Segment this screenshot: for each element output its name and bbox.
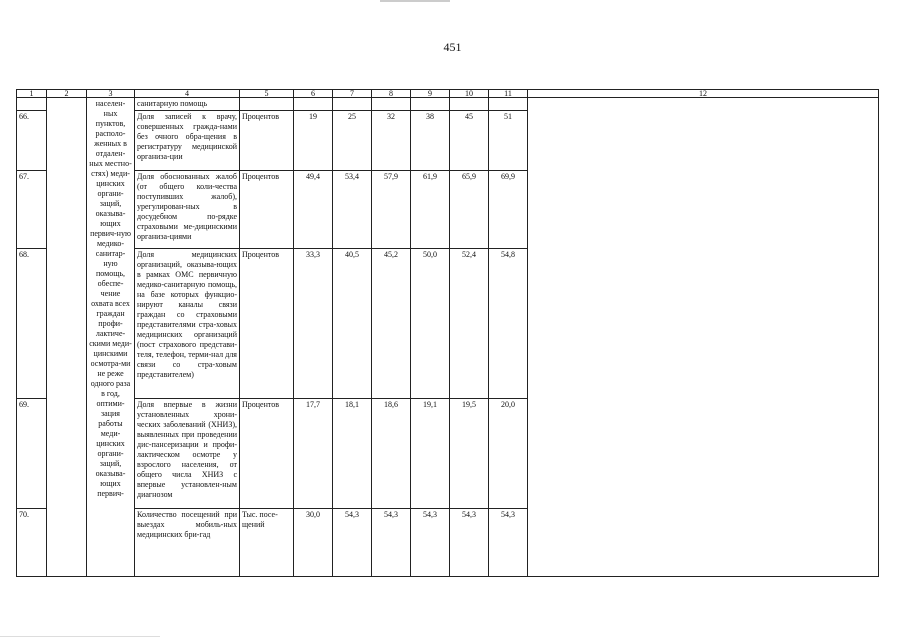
scan-artifact: [380, 0, 450, 2]
value-cell: 17,7: [294, 399, 333, 509]
header-cell: 12: [528, 90, 879, 98]
value-cell: 20,0: [489, 399, 528, 509]
unit: Процентов: [240, 399, 294, 509]
value-cell: 30,0: [294, 509, 333, 577]
column-12-empty: [528, 98, 879, 577]
value-cell: 45: [450, 111, 489, 171]
value-cell: 18,6: [372, 399, 411, 509]
row-number: 66.: [17, 111, 47, 171]
row-number: 70.: [17, 509, 47, 577]
value-cell: 19,5: [450, 399, 489, 509]
value-cell: 69,9: [489, 171, 528, 249]
value-cell: 19: [294, 111, 333, 171]
value-cell: 45,2: [372, 249, 411, 399]
indicator-name: Доля медицинских организаций, оказыва-ющих в рамках ОМС первичную медико-санитарную помощь, на базе которых функцио-нируют каналы связи граждан со страховыми представителями стра-ховых медицинских организаций (пост страхового представи-теля, телефон, терми-нал для связи со стра-ховым представителем): [135, 249, 240, 399]
indicator-name: Доля обоснованных жалоб (от общего коли-чества поступивших жалоб), урегулирован-ных в досудебном по-рядке страховыми ме-дицинскими организа-циями: [135, 171, 240, 249]
value-cell: 54,3: [333, 509, 372, 577]
header-cell: 8: [372, 90, 411, 98]
value-cell: 50,0: [411, 249, 450, 399]
indicator-name: Количество посещений при выездах мобиль-ных медицинских бри-гад: [135, 509, 240, 577]
measure-description: населен-ных пунктов, располо-женных в отдален-ных местно-стях) меди-цинских органи-заций, оказыва-ющих первич-ную медико-санитар-ную помощь, обеспе-чение охвата всех граждан профи-лактиче-скими меди-цинскими осмотра-ми не реже одного раза в год, оптими-зация работы меди-цинских органи-заций, оказыва-ющих первич-: [87, 98, 135, 577]
unit: Процентов: [240, 111, 294, 171]
table-header-row: [17, 90, 879, 98]
unit: Тыс. посе-щений: [240, 509, 294, 577]
header-cell: 5: [240, 90, 294, 98]
value-cell: 54,3: [372, 509, 411, 577]
value-cell: 49,4: [294, 171, 333, 249]
value-cell: 54,3: [411, 509, 450, 577]
value-cell: 38: [411, 111, 450, 171]
value-cell: 54,3: [450, 509, 489, 577]
value-cell: 65,9: [450, 171, 489, 249]
carry-over-row: [17, 98, 879, 111]
value-cell: 54,8: [489, 249, 528, 399]
header-cell: 2: [47, 90, 87, 98]
header-cell: 6: [294, 90, 333, 98]
carry-over-text: санитарную помощь: [135, 98, 240, 111]
value-cell: 61,9: [411, 171, 450, 249]
header-cell: 11: [489, 90, 528, 98]
empty-column-2: [47, 98, 87, 577]
value-cell: 40,5: [333, 249, 372, 399]
header-cell: 3: [87, 90, 135, 98]
indicator-name: Доля впервые в жизни установленных хрони-ческих заболеваний (ХНИЗ), выявленных при проведении дис-пансеризации и профи-лактическом осмотре у взрослого населения, от общего числа ХНИЗ с впервые установлен-ным диагнозом: [135, 399, 240, 509]
unit: Процентов: [240, 249, 294, 399]
indicators-table: [16, 89, 879, 577]
value-cell: 32: [372, 111, 411, 171]
value-cell: 33,3: [294, 249, 333, 399]
value-cell: 54,3: [489, 509, 528, 577]
unit: Процентов: [240, 171, 294, 249]
value-cell: 53,4: [333, 171, 372, 249]
scan-artifact: [0, 636, 160, 637]
page-number: 451: [443, 40, 462, 54]
header-cell: 4: [135, 90, 240, 98]
value-cell: 51: [489, 111, 528, 171]
row-number: 67.: [17, 171, 47, 249]
indicator-name: Доля записей к врачу, совершенных гражда-нами без очного обра-щения в регистратуру медицинской организа-ции: [135, 111, 240, 171]
header-cell: 10: [450, 90, 489, 98]
row-number: 69.: [17, 399, 47, 509]
header-cell: 1: [17, 90, 47, 98]
value-cell: 25: [333, 111, 372, 171]
header-cell: 9: [411, 90, 450, 98]
value-cell: 57,9: [372, 171, 411, 249]
value-cell: 19,1: [411, 399, 450, 509]
value-cell: 18,1: [333, 399, 372, 509]
header-cell: 7: [333, 90, 372, 98]
value-cell: 52,4: [450, 249, 489, 399]
row-number: 68.: [17, 249, 47, 399]
